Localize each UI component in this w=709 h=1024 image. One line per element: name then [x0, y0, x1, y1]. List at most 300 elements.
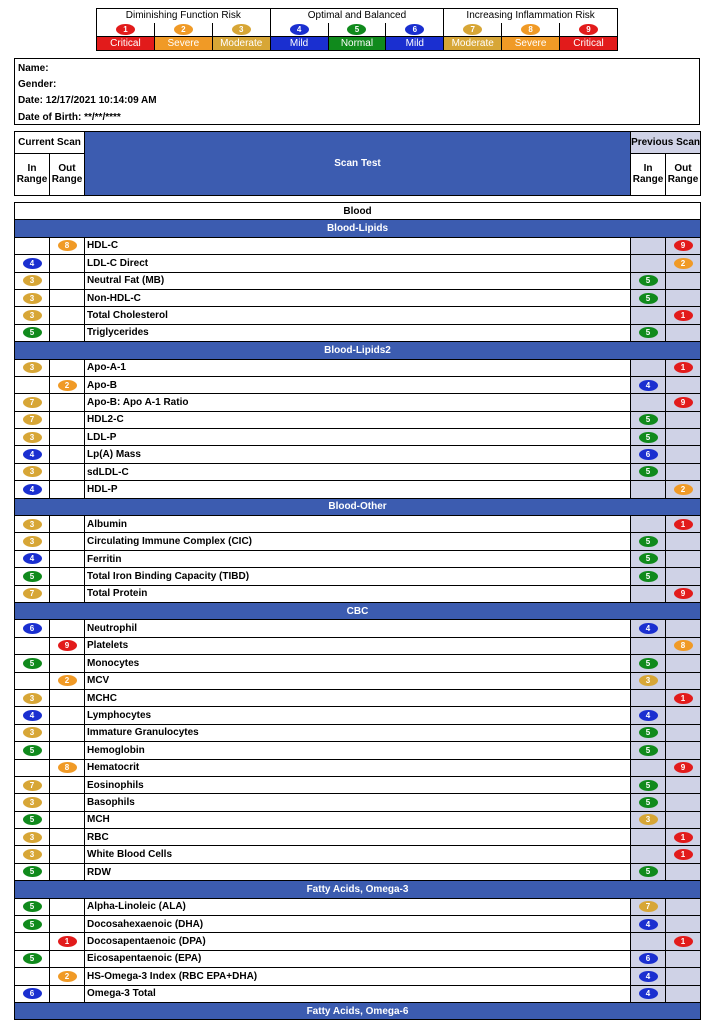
test-name: Non-HDL-C [85, 289, 631, 306]
score-5-icon: 5 [23, 901, 42, 912]
score-5-icon: 5 [23, 327, 42, 338]
level-8-icon: 8 [521, 24, 540, 35]
table-row [15, 376, 701, 393]
current-in-range-cell [15, 272, 50, 289]
current-in-range-cell [15, 776, 50, 793]
current-out-range-cell [50, 759, 85, 776]
score-5-icon: 5 [639, 466, 658, 477]
previous-in-range-cell [631, 411, 666, 428]
previous-out-range-header: Out Range [666, 153, 701, 195]
section-title: Blood-Lipids [15, 220, 701, 237]
test-name: HDL-C [85, 237, 631, 254]
section-header [15, 602, 701, 619]
table-row [15, 689, 701, 706]
legend-group-diminishing: Diminishing Function Risk [97, 9, 271, 23]
current-in-range-cell [15, 585, 50, 602]
previous-in-range-cell [631, 394, 666, 411]
legend-label-4: Mild [270, 37, 328, 51]
current-in-range-cell [15, 255, 50, 272]
table-row [15, 481, 701, 498]
current-out-range-cell [50, 776, 85, 793]
score-1-icon: 1 [58, 936, 77, 947]
score-4-icon: 4 [639, 988, 658, 999]
score-9-icon: 9 [674, 240, 693, 251]
score-3-icon: 3 [23, 432, 42, 443]
score-5-icon: 5 [639, 293, 658, 304]
current-in-range-cell [15, 672, 50, 689]
previous-in-range-cell [631, 516, 666, 533]
level-3-icon: 3 [232, 24, 251, 35]
score-1-icon: 1 [674, 693, 693, 704]
previous-in-range-cell [631, 898, 666, 915]
legend-label-5: Normal [328, 37, 386, 51]
score-5-icon: 5 [639, 327, 658, 338]
table-row [15, 637, 701, 654]
test-name: MCV [85, 672, 631, 689]
score-5-icon: 5 [639, 432, 658, 443]
current-in-range-cell [15, 933, 50, 950]
test-name: Apo-B: Apo A-1 Ratio [85, 394, 631, 411]
previous-scan-header: Previous Scan [631, 132, 701, 154]
current-in-range-cell [15, 550, 50, 567]
previous-out-range-cell [666, 272, 701, 289]
table-row [15, 933, 701, 950]
current-out-range-cell [50, 394, 85, 411]
previous-out-range-cell [666, 759, 701, 776]
scan-test-header: Scan Test [85, 132, 631, 196]
test-name: Lymphocytes [85, 707, 631, 724]
current-in-range-cell [15, 707, 50, 724]
test-name: Basophils [85, 794, 631, 811]
score-7-icon: 7 [23, 780, 42, 791]
patient-gender: Gender: [18, 79, 57, 91]
legend-label-1: Critical [97, 37, 155, 51]
previous-in-range-cell [631, 794, 666, 811]
legend-level-5 [328, 23, 386, 37]
section-title: Blood-Other [15, 498, 701, 515]
previous-out-range-cell [666, 829, 701, 846]
table-row [15, 811, 701, 828]
test-name: Omega-3 Total [85, 985, 631, 1002]
current-in-range-cell [15, 655, 50, 672]
score-5-icon: 5 [23, 814, 42, 825]
current-in-range-cell [15, 863, 50, 880]
test-name: RBC [85, 829, 631, 846]
current-out-range-cell [50, 794, 85, 811]
score-6-icon: 6 [23, 988, 42, 999]
previous-out-range-cell [666, 968, 701, 985]
score-4-icon: 4 [639, 380, 658, 391]
previous-in-range-cell [631, 916, 666, 933]
score-5-icon: 5 [639, 414, 658, 425]
current-scan-header: Current Scan [15, 132, 85, 154]
table-row [15, 394, 701, 411]
test-name: Ferritin [85, 550, 631, 567]
table-row [15, 359, 701, 376]
table-row [15, 655, 701, 672]
previous-in-range-cell [631, 811, 666, 828]
table-row [15, 429, 701, 446]
current-out-range-cell [50, 950, 85, 967]
previous-out-range-cell [666, 742, 701, 759]
previous-out-range-cell [666, 655, 701, 672]
legend-level-4 [270, 23, 328, 37]
score-3-icon: 3 [23, 797, 42, 808]
score-3-icon: 3 [23, 849, 42, 860]
section-title: Fatty Acids, Omega-6 [15, 1002, 701, 1019]
previous-out-range-cell [666, 289, 701, 306]
table-row [15, 446, 701, 463]
previous-in-range-cell [631, 863, 666, 880]
current-out-range-cell [50, 359, 85, 376]
current-out-range-cell [50, 916, 85, 933]
current-in-range-cell [15, 898, 50, 915]
test-name: Eosinophils [85, 776, 631, 793]
score-4-icon: 4 [23, 710, 42, 721]
previous-out-range-cell [666, 985, 701, 1002]
previous-out-range-cell [666, 481, 701, 498]
section-header [15, 498, 701, 515]
score-3-icon: 3 [23, 519, 42, 530]
table-row [15, 846, 701, 863]
previous-out-range-cell [666, 255, 701, 272]
previous-out-range-cell [666, 411, 701, 428]
score-5-icon: 5 [639, 536, 658, 547]
table-row [15, 707, 701, 724]
previous-in-range-cell [631, 568, 666, 585]
legend-level-6 [386, 23, 444, 37]
current-in-range-cell [15, 481, 50, 498]
test-name: Docosapentaenoic (DPA) [85, 933, 631, 950]
current-out-range-cell [50, 968, 85, 985]
current-in-range-cell [15, 516, 50, 533]
section-header [15, 342, 701, 359]
test-name: LDL-C Direct [85, 255, 631, 272]
score-3-icon: 3 [23, 362, 42, 373]
current-in-range-cell [15, 429, 50, 446]
previous-in-range-cell [631, 829, 666, 846]
test-name: Neutrophil [85, 620, 631, 637]
category-header [15, 203, 701, 220]
legend-group-increasing: Increasing Inflammation Risk [444, 9, 618, 23]
table-row [15, 324, 701, 341]
previous-out-range-cell [666, 863, 701, 880]
score-1-icon: 1 [674, 849, 693, 860]
current-in-range-cell [15, 307, 50, 324]
previous-in-range-cell [631, 463, 666, 480]
score-5-icon: 5 [639, 745, 658, 756]
previous-out-range-cell [666, 324, 701, 341]
legend-label-8: Severe [502, 37, 560, 51]
level-6-icon: 6 [405, 24, 424, 35]
score-3-icon: 3 [23, 727, 42, 738]
current-out-range-cell [50, 376, 85, 393]
current-out-range-cell [50, 829, 85, 846]
legend-label-2: Severe [154, 37, 212, 51]
score-3-icon: 3 [23, 310, 42, 321]
scan-header [14, 131, 701, 196]
current-out-range-cell [50, 550, 85, 567]
current-out-range-cell [50, 620, 85, 637]
score-5-icon: 5 [23, 866, 42, 877]
current-out-range-cell [50, 289, 85, 306]
current-out-range-cell [50, 255, 85, 272]
current-out-range-cell [50, 272, 85, 289]
table-row [15, 759, 701, 776]
test-name: HDL-P [85, 481, 631, 498]
previous-out-range-cell [666, 672, 701, 689]
score-1-icon: 1 [674, 310, 693, 321]
current-out-range-cell [50, 672, 85, 689]
previous-in-range-cell [631, 742, 666, 759]
section-header [15, 220, 701, 237]
previous-out-range-cell [666, 394, 701, 411]
current-in-range-cell [15, 237, 50, 254]
score-7-icon: 7 [23, 414, 42, 425]
table-row [15, 776, 701, 793]
score-1-icon: 1 [674, 362, 693, 373]
current-out-range-cell [50, 429, 85, 446]
table-row [15, 950, 701, 967]
legend-level-2 [154, 23, 212, 37]
current-out-range-header: Out Range [50, 153, 85, 195]
table-row [15, 289, 701, 306]
score-4-icon: 4 [639, 919, 658, 930]
current-out-range-cell [50, 585, 85, 602]
current-in-range-cell [15, 533, 50, 550]
current-out-range-cell [50, 985, 85, 1002]
score-3-icon: 3 [23, 832, 42, 843]
score-1-icon: 1 [674, 936, 693, 947]
test-name: Lp(A) Mass [85, 446, 631, 463]
test-name: MCH [85, 811, 631, 828]
section-header [15, 881, 701, 898]
legend-level-1 [97, 23, 155, 37]
test-name: Hematocrit [85, 759, 631, 776]
section-header [15, 1002, 701, 1019]
table-row [15, 724, 701, 741]
current-out-range-cell [50, 655, 85, 672]
score-2-icon: 2 [674, 484, 693, 495]
score-3-icon: 3 [23, 536, 42, 547]
table-row [15, 237, 701, 254]
current-out-range-cell [50, 724, 85, 741]
table-row [15, 985, 701, 1002]
current-in-range-cell [15, 446, 50, 463]
previous-in-range-cell [631, 950, 666, 967]
current-out-range-cell [50, 742, 85, 759]
previous-in-range-cell [631, 655, 666, 672]
test-name: LDL-P [85, 429, 631, 446]
previous-out-range-cell [666, 846, 701, 863]
previous-out-range-cell [666, 898, 701, 915]
legend-level-9 [560, 23, 618, 37]
level-5-icon: 5 [347, 24, 366, 35]
test-name: Apo-A-1 [85, 359, 631, 376]
score-5-icon: 5 [23, 658, 42, 669]
current-out-range-cell [50, 933, 85, 950]
table-row [15, 672, 701, 689]
score-4-icon: 4 [23, 449, 42, 460]
previous-in-range-cell [631, 446, 666, 463]
previous-in-range-cell [631, 585, 666, 602]
table-row [15, 463, 701, 480]
current-in-range-cell [15, 759, 50, 776]
score-5-icon: 5 [23, 919, 42, 930]
previous-out-range-cell [666, 446, 701, 463]
section-title: Blood-Lipids2 [15, 342, 701, 359]
current-in-range-cell [15, 359, 50, 376]
test-name: Alpha-Linoleic (ALA) [85, 898, 631, 915]
test-name: Total Cholesterol [85, 307, 631, 324]
table-row [15, 272, 701, 289]
previous-in-range-cell [631, 724, 666, 741]
score-8-icon: 8 [674, 640, 693, 651]
score-6-icon: 6 [23, 623, 42, 634]
legend-label-9: Critical [560, 37, 618, 51]
previous-out-range-cell [666, 620, 701, 637]
current-out-range-cell [50, 307, 85, 324]
table-row [15, 898, 701, 915]
current-out-range-cell [50, 324, 85, 341]
score-4-icon: 4 [23, 484, 42, 495]
test-name: HDL2-C [85, 411, 631, 428]
current-out-range-cell [50, 516, 85, 533]
table-row [15, 585, 701, 602]
previous-out-range-cell [666, 429, 701, 446]
score-8-icon: 8 [58, 762, 77, 773]
table-row [15, 516, 701, 533]
current-out-range-cell [50, 863, 85, 880]
previous-in-range-cell [631, 759, 666, 776]
previous-in-range-cell [631, 933, 666, 950]
score-5-icon: 5 [639, 553, 658, 564]
score-3-icon: 3 [639, 675, 658, 686]
test-name: Total Protein [85, 585, 631, 602]
legend-level-3 [212, 23, 270, 37]
score-3-icon: 3 [23, 466, 42, 477]
score-1-icon: 1 [674, 832, 693, 843]
previous-in-range-cell [631, 846, 666, 863]
current-in-range-header: In Range [15, 153, 50, 195]
previous-out-range-cell [666, 933, 701, 950]
table-row [15, 255, 701, 272]
legend-level-7 [444, 23, 502, 37]
score-3-icon: 3 [23, 293, 42, 304]
previous-in-range-cell [631, 776, 666, 793]
score-5-icon: 5 [639, 275, 658, 286]
test-name: White Blood Cells [85, 846, 631, 863]
previous-in-range-cell [631, 533, 666, 550]
score-4-icon: 4 [639, 623, 658, 634]
test-name: Monocytes [85, 655, 631, 672]
previous-in-range-cell [631, 359, 666, 376]
previous-out-range-cell [666, 463, 701, 480]
previous-out-range-cell [666, 585, 701, 602]
table-row [15, 307, 701, 324]
score-5-icon: 5 [639, 727, 658, 738]
patient-info [14, 58, 700, 125]
previous-out-range-cell [666, 307, 701, 324]
current-out-range-cell [50, 811, 85, 828]
previous-out-range-cell [666, 707, 701, 724]
previous-in-range-cell [631, 550, 666, 567]
current-in-range-cell [15, 324, 50, 341]
current-out-range-cell [50, 898, 85, 915]
scan-date: Date: 12/17/2021 10:14:09 AM [18, 95, 157, 107]
score-9-icon: 9 [58, 640, 77, 651]
previous-out-range-cell [666, 533, 701, 550]
score-3-icon: 3 [23, 693, 42, 704]
table-row [15, 794, 701, 811]
previous-in-range-header: In Range [631, 153, 666, 195]
date-of-birth: Date of Birth: **/**/**** [18, 111, 121, 123]
score-5-icon: 5 [639, 571, 658, 582]
legend-label-3: Moderate [212, 37, 270, 51]
previous-out-range-cell [666, 516, 701, 533]
current-out-range-cell [50, 637, 85, 654]
previous-out-range-cell [666, 950, 701, 967]
patient-name: Name: [18, 63, 49, 74]
table-row [15, 533, 701, 550]
table-row [15, 620, 701, 637]
current-in-range-cell [15, 968, 50, 985]
test-name: Total Iron Binding Capacity (TIBD) [85, 568, 631, 585]
table-row [15, 742, 701, 759]
test-name: Triglycerides [85, 324, 631, 341]
score-7-icon: 7 [639, 901, 658, 912]
current-in-range-cell [15, 811, 50, 828]
previous-out-range-cell [666, 568, 701, 585]
previous-out-range-cell [666, 724, 701, 741]
previous-in-range-cell [631, 620, 666, 637]
score-9-icon: 9 [674, 762, 693, 773]
test-name: sdLDL-C [85, 463, 631, 480]
previous-in-range-cell [631, 672, 666, 689]
level-2-icon: 2 [174, 24, 193, 35]
table-row [15, 829, 701, 846]
current-in-range-cell [15, 724, 50, 741]
score-2-icon: 2 [674, 258, 693, 269]
score-2-icon: 2 [58, 675, 77, 686]
current-in-range-cell [15, 950, 50, 967]
table-row [15, 916, 701, 933]
score-3-icon: 3 [23, 275, 42, 286]
previous-in-range-cell [631, 289, 666, 306]
previous-out-range-cell [666, 637, 701, 654]
previous-in-range-cell [631, 637, 666, 654]
previous-in-range-cell [631, 985, 666, 1002]
current-out-range-cell [50, 846, 85, 863]
previous-in-range-cell [631, 237, 666, 254]
score-2-icon: 2 [58, 971, 77, 982]
current-out-range-cell [50, 481, 85, 498]
test-name: Albumin [85, 516, 631, 533]
current-in-range-cell [15, 394, 50, 411]
previous-in-range-cell [631, 689, 666, 706]
table-row [15, 411, 701, 428]
level-9-icon: 9 [579, 24, 598, 35]
current-out-range-cell [50, 533, 85, 550]
score-6-icon: 6 [639, 953, 658, 964]
test-name: Neutral Fat (MB) [85, 272, 631, 289]
scan-results-table [14, 202, 701, 1020]
current-in-range-cell [15, 376, 50, 393]
current-in-range-cell [15, 689, 50, 706]
section-title: Fatty Acids, Omega-3 [15, 881, 701, 898]
score-7-icon: 7 [23, 588, 42, 599]
score-9-icon: 9 [674, 397, 693, 408]
